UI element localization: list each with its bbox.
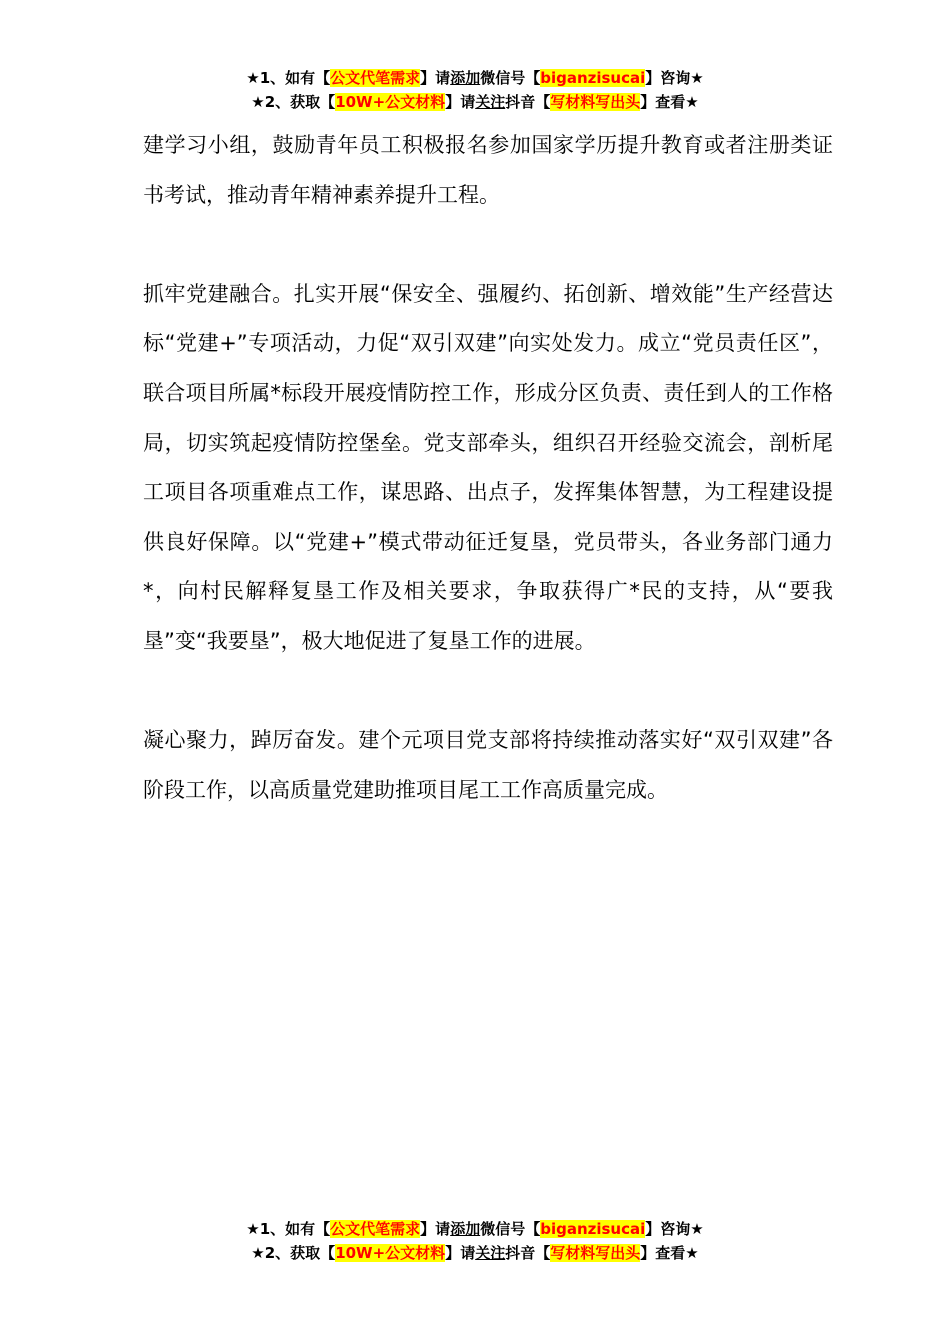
document-body <box>143 121 833 815</box>
highlight-service: 公文代笔需求 <box>330 69 421 87</box>
banner-text: ★1、如有【 <box>246 69 331 87</box>
highlight-douyin-account: 写材料写出头 <box>550 1244 641 1262</box>
banner-line-1 <box>0 1217 950 1241</box>
banner-text: 微信号【 <box>480 69 541 87</box>
banner-text: 】咨询★ <box>645 1220 704 1238</box>
banner-text: 抖音【 <box>505 93 551 111</box>
banner-text: 】查看★ <box>640 1244 699 1262</box>
banner-line-2 <box>0 1241 950 1265</box>
underlined-text: 关注 <box>475 93 506 111</box>
underlined-text: 添加 <box>450 1220 481 1238</box>
highlight-wechat-id: biganzisucai <box>540 1220 646 1238</box>
banner-text: 】请 <box>420 69 451 87</box>
banner-text: 】咨询★ <box>645 69 704 87</box>
highlight-materials: 10W+公文材料 <box>335 93 446 111</box>
paragraph: 凝心聚力，踔厉奋发。建个元项目党支部将持续推动落实好“双引双建”各阶段工作，以高质量党建助推项目尾工工作高质量完成。 <box>143 728 833 802</box>
highlight-douyin-account: 写材料写出头 <box>550 93 641 111</box>
banner-text: ★2、获取【 <box>251 93 336 111</box>
banner-text: ★2、获取【 <box>251 1244 336 1262</box>
paragraph: 抓牢党建融合。扎实开展“保安全、强履约、拓创新、增效能”生产经营达标“党建+”专项活动，力促“双引双建”向实处发力。成立“党员责任区”，联合项目所属*标段开展疫情防控工作，形成分区负责、责任到人的工作格局，切实筑起疫情防控堡垒。党支部牵头，组织召开经验交流会，剖析尾工项目各项重难点工作，谋思路、出点子，发挥集体智慧，为工程建设提供良好保障。以“党建+”模式带动征迁复垦，党员带头，各业务部门通力*，向村民解释复垦工作及相关要求，争取获得广*民的支持，从“要我垦”变“我要垦”，极大地促进了复垦工作的进展。 <box>143 281 833 653</box>
header-banner <box>0 66 950 114</box>
banner-text: 】查看★ <box>640 93 699 111</box>
banner-text: 抖音【 <box>505 1244 551 1262</box>
highlight-service: 公文代笔需求 <box>330 1220 421 1238</box>
footer-banner <box>0 1217 950 1265</box>
banner-line-1 <box>0 66 950 90</box>
paragraph: 建学习小组，鼓励青年员工积极报名参加国家学历提升教育或者注册类证书考试，推动青年精神素养提升工程。 <box>143 133 833 207</box>
highlight-wechat-id: biganzisucai <box>540 69 646 87</box>
banner-text: ★1、如有【 <box>246 1220 331 1238</box>
underlined-text: 添加 <box>450 69 481 87</box>
banner-text: 】请 <box>420 1220 451 1238</box>
banner-text: 】请 <box>445 1244 476 1262</box>
highlight-materials: 10W+公文材料 <box>335 1244 446 1262</box>
banner-text: 】请 <box>445 93 476 111</box>
banner-text: 微信号【 <box>480 1220 541 1238</box>
underlined-text: 关注 <box>475 1244 506 1262</box>
banner-line-2 <box>0 90 950 114</box>
